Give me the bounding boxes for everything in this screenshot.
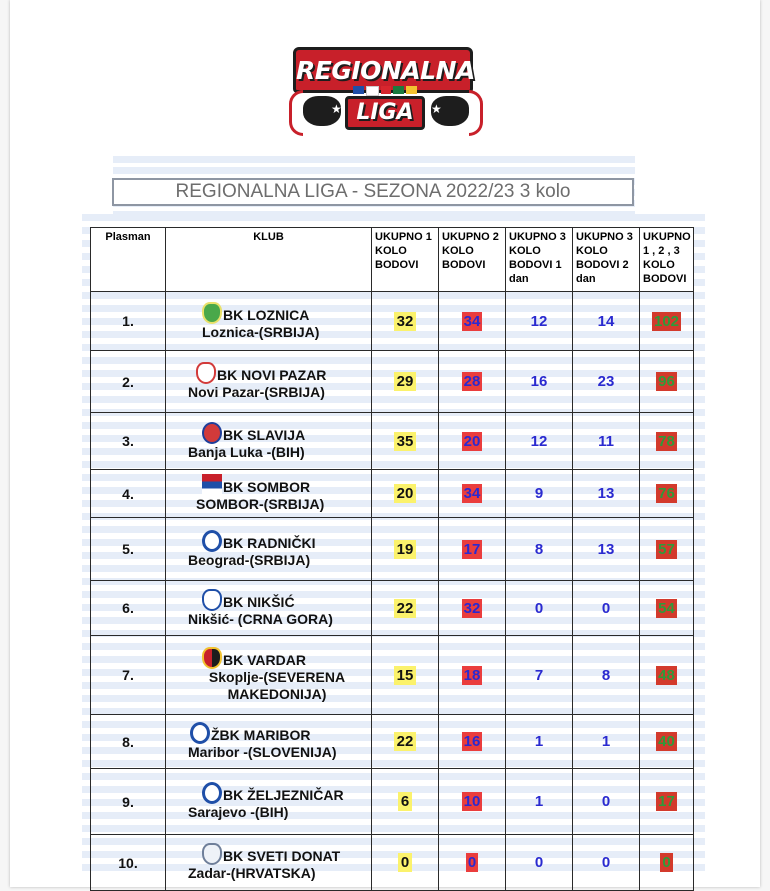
column-header-klub: KLUB <box>166 228 372 292</box>
kolo3-dan2-value: 1 <box>601 733 611 750</box>
star-icon: ★ <box>331 102 342 116</box>
table-header-row <box>91 228 694 292</box>
kolo2-cell <box>439 470 506 518</box>
kolo3-dan2-cell <box>573 413 640 470</box>
table-row <box>91 351 694 413</box>
rank-cell: 5. <box>91 518 166 581</box>
star-icon: ★ <box>431 102 442 116</box>
total-cell <box>640 581 694 636</box>
total-cell <box>640 518 694 581</box>
table-row <box>91 581 694 636</box>
kolo3-dan1-cell <box>506 835 573 891</box>
kolo1-value: 19 <box>394 540 417 559</box>
table-row <box>91 518 694 581</box>
kolo3-dan2-value: 0 <box>601 793 611 810</box>
club-cell <box>166 636 372 715</box>
table-row <box>91 413 694 470</box>
total-value: 40 <box>658 733 675 750</box>
club-cell <box>166 581 372 636</box>
table-row <box>91 292 694 351</box>
kolo2-value: 32 <box>463 599 481 617</box>
regionalna-liga-logo <box>283 42 488 142</box>
kolo1-cell <box>372 413 439 470</box>
kolo3-dan2-cell <box>573 769 640 835</box>
club-cell <box>166 413 372 470</box>
club-name: BK VARDAR <box>223 652 306 668</box>
kolo3-dan1-value: 0 <box>534 854 544 871</box>
rank-cell: 6. <box>91 581 166 636</box>
kolo3-dan1-cell <box>506 769 573 835</box>
club-cell <box>166 470 372 518</box>
total-value: 78 <box>658 432 675 450</box>
club-name: BK ŽELJEZNIČAR <box>223 787 344 803</box>
kolo3-dan1-value: 12 <box>530 432 548 450</box>
total-value: 96 <box>658 373 675 390</box>
table-row <box>91 715 694 769</box>
round-boxer-crest-icon <box>190 722 210 744</box>
flags-strip <box>353 86 417 94</box>
kolo1-value: 6 <box>398 792 412 811</box>
kolo3-dan1-cell <box>506 715 573 769</box>
club-name: ŽBK MARIBOR <box>211 727 311 743</box>
kolo3-dan1-value: 12 <box>530 312 548 330</box>
kolo2-cell <box>439 581 506 636</box>
logo-line2: LIGA <box>345 96 425 130</box>
laurel-right-icon <box>469 90 483 136</box>
table-row <box>91 835 694 891</box>
kolo1-cell <box>372 715 439 769</box>
kolo3-dan2-value: 8 <box>601 666 611 684</box>
club-cell <box>166 715 372 769</box>
club-city: Loznica-(SRBIJA) <box>202 323 320 340</box>
shield-green-icon <box>202 302 222 324</box>
serbian-flag-icon <box>202 474 222 496</box>
kolo3-dan1-cell <box>506 581 573 636</box>
kolo2-value: 17 <box>463 540 481 558</box>
kolo1-cell <box>372 292 439 351</box>
column-header-plasman: Plasman <box>91 228 166 292</box>
kolo3-dan2-value: 14 <box>597 312 615 330</box>
kolo3-dan2-cell <box>573 715 640 769</box>
club-city: Novi Pazar-(SRBIJA) <box>188 384 325 400</box>
club-name: BK NIKŠIĆ <box>223 593 295 610</box>
total-cell <box>640 470 694 518</box>
club-cell <box>166 769 372 835</box>
kolo3-dan2-cell <box>573 835 640 891</box>
shield-crest-icon <box>202 843 222 865</box>
club-name: BK RADNIČKI <box>223 534 316 551</box>
table-row <box>91 470 694 518</box>
kolo3-dan2-value: 23 <box>597 373 615 390</box>
kolo1-value: 32 <box>394 312 417 331</box>
club-cell <box>166 292 372 351</box>
kolo3-dan1-cell <box>506 518 573 581</box>
kolo1-value: 15 <box>394 666 417 685</box>
kolo3-dan1-value: 1 <box>534 733 544 750</box>
kolo3-dan1-value: 7 <box>534 666 544 684</box>
club-name: BK SLAVIJA <box>223 426 306 443</box>
rank-cell: 7. <box>91 636 166 715</box>
total-cell <box>640 835 694 891</box>
kolo3-dan2-cell <box>573 470 640 518</box>
total-value: 76 <box>658 485 675 502</box>
blue-round-crest-icon <box>202 782 222 804</box>
kolo3-dan2-value: 0 <box>601 854 611 871</box>
total-value: 48 <box>658 666 675 684</box>
kolo1-value: 22 <box>394 599 417 618</box>
total-value: 17 <box>658 793 675 810</box>
rank-cell: 3. <box>91 413 166 470</box>
kolo3-dan1-cell <box>506 292 573 351</box>
kolo2-value: 10 <box>463 793 481 810</box>
total-cell <box>640 715 694 769</box>
kolo1-cell <box>372 470 439 518</box>
kolo3-dan2-cell <box>573 636 640 715</box>
club-city: Maribor -(SLOVENIJA) <box>188 744 337 760</box>
kolo2-value: 20 <box>463 432 481 450</box>
total-value: 0 <box>662 854 671 871</box>
club-city: Sarajevo -(BIH) <box>188 804 289 820</box>
kolo1-value: 35 <box>394 432 417 451</box>
rank-cell: 2. <box>91 351 166 413</box>
rank-cell: 1. <box>91 292 166 351</box>
kolo3-dan2-value: 0 <box>601 599 611 617</box>
kolo2-cell <box>439 518 506 581</box>
kolo1-cell <box>372 769 439 835</box>
kolo3-dan2-cell <box>573 292 640 351</box>
kolo3-dan1-cell <box>506 470 573 518</box>
red-black-shield-icon <box>202 647 222 669</box>
kolo2-value: 34 <box>463 312 481 330</box>
page-title: REGIONALNA LIGA - SEZONA 2022/23 3 kolo <box>112 178 634 206</box>
kolo3-dan1-value: 0 <box>534 599 544 617</box>
kolo1-value: 0 <box>398 853 412 872</box>
kolo1-value: 29 <box>394 372 417 391</box>
club-name: BK SVETI DONAT <box>223 848 341 864</box>
column-header-kolo3-dan1: UKUPNO 3 KOLO BODOVI 1 dan <box>506 228 573 292</box>
kolo2-value: 28 <box>463 373 481 390</box>
club-name: BK SOMBOR <box>223 479 311 495</box>
kolo2-cell <box>439 351 506 413</box>
kolo1-cell <box>372 581 439 636</box>
kolo1-cell <box>372 351 439 413</box>
table-row <box>91 636 694 715</box>
kolo2-cell <box>439 835 506 891</box>
club-city: Zadar-(HRVATSKA) <box>188 865 316 881</box>
standings-table <box>90 227 694 891</box>
kolo2-cell <box>439 292 506 351</box>
club-city: Banja Luka -(BIH) <box>188 443 305 460</box>
kolo2-value: 0 <box>467 854 477 871</box>
laurel-left-icon <box>289 90 303 136</box>
kolo3-dan2-cell <box>573 581 640 636</box>
total-value: 54 <box>658 599 675 617</box>
club-cell <box>166 351 372 413</box>
kolo3-dan2-cell <box>573 351 640 413</box>
club-city: Skoplje-(SEVERENA MAKEDONIJA) <box>208 669 346 702</box>
kolo1-value: 20 <box>394 484 417 503</box>
kolo1-value: 22 <box>394 732 417 751</box>
table-row <box>91 769 694 835</box>
kolo3-dan1-cell <box>506 636 573 715</box>
rank-cell: 8. <box>91 715 166 769</box>
column-header-total: UKUPNO 1 , 2 , 3 KOLO BODOVI <box>640 228 694 292</box>
kolo3-dan1-value: 16 <box>530 373 548 390</box>
club-city: Nikšić- (CRNA GORA) <box>188 610 333 627</box>
kolo2-cell <box>439 769 506 835</box>
total-cell <box>640 769 694 835</box>
kolo3-dan2-cell <box>573 518 640 581</box>
column-header-kolo2: UKUPNO 2 KOLO BODOVI <box>439 228 506 292</box>
kolo3-dan1-cell <box>506 351 573 413</box>
total-value: 57 <box>658 540 675 558</box>
kolo2-cell <box>439 715 506 769</box>
club-city: SOMBOR-(SRBIJA) <box>196 496 325 512</box>
kolo1-cell <box>372 835 439 891</box>
club-name: BK NOVI PAZAR <box>217 367 327 383</box>
total-cell <box>640 292 694 351</box>
kolo3-dan1-cell <box>506 413 573 470</box>
kolo1-cell <box>372 636 439 715</box>
total-cell <box>640 413 694 470</box>
kolo2-value: 18 <box>463 666 481 684</box>
club-cell <box>166 835 372 891</box>
total-cell <box>640 351 694 413</box>
club-cell <box>166 518 372 581</box>
kolo3-dan2-value: 13 <box>597 485 615 502</box>
total-cell <box>640 636 694 715</box>
boxer-crest-icon <box>202 589 222 611</box>
rank-cell: 4. <box>91 470 166 518</box>
rank-cell: 9. <box>91 769 166 835</box>
kolo3-dan2-value: 13 <box>597 540 615 558</box>
column-header-kolo1: UKUPNO 1 KOLO BODOVI <box>372 228 439 292</box>
kolo2-cell <box>439 413 506 470</box>
kolo3-dan1-value: 1 <box>534 793 544 810</box>
kolo2-value: 34 <box>463 485 481 502</box>
logo-line1: REGIONALNA <box>296 56 475 85</box>
round-red-crest-icon <box>202 422 222 444</box>
kolo3-dan1-value: 9 <box>534 485 544 502</box>
kolo1-cell <box>372 518 439 581</box>
kolo3-dan2-value: 11 <box>598 432 614 450</box>
club-city: Beograd-(SRBIJA) <box>188 551 311 568</box>
club-name: BK LOZNICA <box>223 306 310 323</box>
kolo3-dan1-value: 8 <box>534 540 544 558</box>
column-header-kolo3-dan2: UKUPNO 3 KOLO BODOVI 2 dan <box>573 228 640 292</box>
kolo2-value: 16 <box>463 733 481 750</box>
rank-cell: 10. <box>91 835 166 891</box>
star-crest-icon <box>202 530 222 552</box>
kolo2-cell <box>439 636 506 715</box>
crest-red-white-icon <box>196 362 216 384</box>
total-value: 102 <box>653 312 680 330</box>
